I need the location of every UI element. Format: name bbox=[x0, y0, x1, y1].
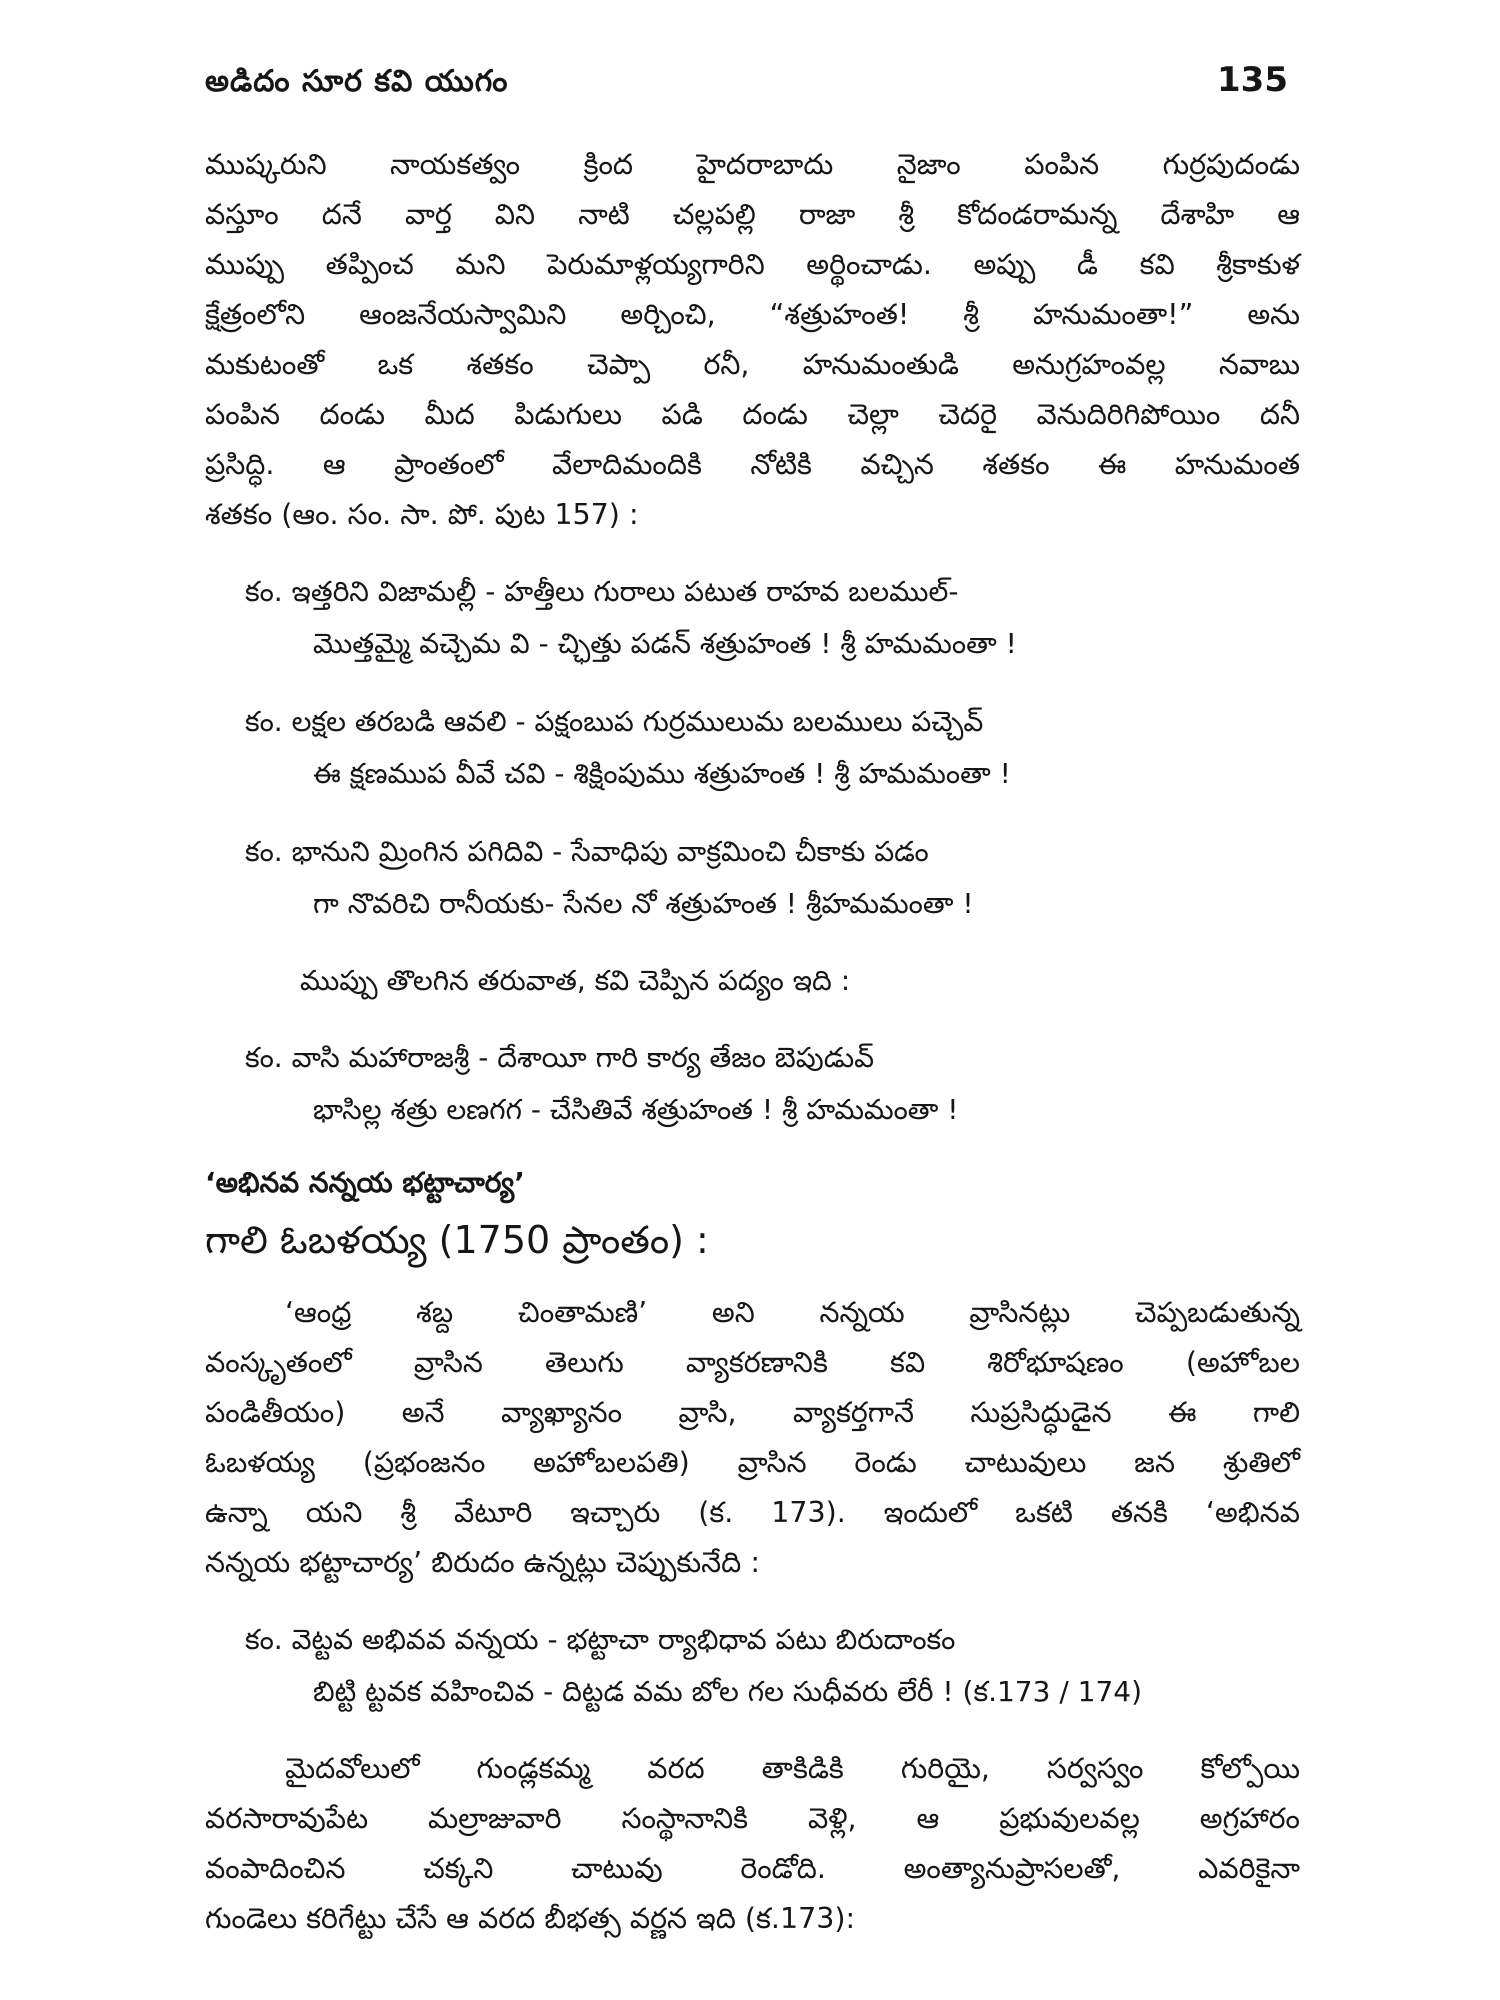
paragraph-line: వస్తూం దనే వార్త విని నాటి చల్లపల్లి రాజా శ్రీ కోదండరామన్న దేశాహి ఆ bbox=[205, 198, 1300, 231]
paragraph-line: ముష్కరుని నాయకత్వం క్రింద హైదరాబాదు నైజాం పంపిన గుర్రపుదండు bbox=[205, 148, 1300, 181]
paragraph-line: వంపాదించిన చక్కని చాటువు రెండోది. అంత్యానుప్రాసలతో, ఎవరికైనా bbox=[205, 1852, 1300, 1885]
verse-line: భాసిల్ల శత్రు లణగగ - చేసితివే శత్రుహంత ! శ్రీ హమమంతా ! bbox=[313, 1093, 959, 1126]
paragraph-line: పంపిన దండు మీద పిడుగులు పడి దండు చెల్లా చెదరై వెనుదిరిగిపోయిం దనీ bbox=[205, 398, 1300, 431]
paragraph-line: వంస్కృతంలో వ్రాసిన తెలుగు వ్యాకరణానికి కవి శిరోభూషణం (అహోబల bbox=[205, 1346, 1300, 1379]
verse-5 bbox=[245, 1614, 1300, 1718]
verse-intro-note: ముప్పు తొలగిన తరువాత, కవి చెప్పిన పద్యం ఇది : bbox=[300, 964, 851, 997]
paragraph-line: ఓబళయ్య (ప్రభంజనం అహోబలపతి) వ్రాసిన రెండు చాటువులు జన శ్రుతిలో bbox=[205, 1446, 1300, 1479]
page-number: 135 bbox=[1217, 60, 1288, 100]
verse-2 bbox=[245, 696, 1300, 800]
paragraph-line: క్షేత్రంలోని ఆంజనేయస్వామిని అర్చించి, “శత్రుహంత! శ్రీ హనుమంతా!” అను bbox=[205, 298, 1300, 331]
paragraph-3 bbox=[205, 1744, 1300, 1944]
paragraph-line: వరసారావుపేట మల్రాజువారి సంస్థానానికి వెళ్లి, ఆ ప్రభువులవల్ల అగ్రహారం bbox=[205, 1802, 1300, 1835]
paragraph-line: ఉన్నా యని శ్రీ వేటూరి ఇచ్చారు (క. 173). ఇందులో ఒకటి తనకి ‘అభినవ bbox=[205, 1496, 1300, 1529]
paragraph-line: పండితీయం) అనే వ్యాఖ్యానం వ్రాసి, వ్యాకర్తగానే సుప్రసిద్ధుడైన ఈ గాలి bbox=[205, 1396, 1300, 1429]
section-heading: గాలి ఓబళయ్య (1750 ప్రాంతం) : bbox=[205, 1218, 709, 1262]
verse-line: ఈ క్షణముప వీవే చవి - శిక్షింపుము శత్రుహంత ! శ్రీ హమమంతా ! bbox=[313, 757, 1011, 790]
paragraph-line: ముప్పు తప్పించ మని పెరుమాళ్లయ్యగారిని అర్థించాడు. అప్పు డీ కవి శ్రీకాకుళ bbox=[205, 248, 1300, 281]
verse-1 bbox=[245, 566, 1300, 670]
paragraph-1 bbox=[205, 140, 1300, 540]
paragraph-line: మైదవోలులో గుండ్లకమ్మ వరద తాకిడికి గురియై, సర్వస్వం కోల్పోయి bbox=[285, 1752, 1300, 1785]
verse-line: బిట్టి ట్టవక వహించివ - దిట్టడ వమ బోల గల సుధీవరు లేరీ ! (క.173 / 174) bbox=[313, 1675, 1143, 1708]
section-label: ‘అభినవ నన్నయ భట్టాచార్య’ bbox=[205, 1166, 525, 1199]
verse-line: కం. ఇత్తరిని విజామల్లీ - హత్తీలు గురాలు పటుత రాహవ బలముల్- bbox=[245, 575, 959, 608]
paragraph-line: ప్రసిద్ధి. ఆ ప్రాంతంలో వేలాదిమందికి నోటికి వచ్చిన శతకం ఈ హనుమంత bbox=[205, 448, 1300, 481]
running-head: అడిదం సూర కవి యుగం bbox=[205, 64, 509, 99]
paragraph-line: నన్నయ భట్టాచార్య’ బిరుదం ఉన్నట్లు చెప్పుకునేది : bbox=[205, 1546, 760, 1579]
verse-line: కం. వాసి మహారాజశ్రీ - దేశాయీ గారి కార్య తేజం బెపుడువ్ bbox=[245, 1041, 875, 1074]
verse-line: కం. వెట్టవ అభివవ వన్నయ - భట్టాచా ర్యాభిధావ పటు బిరుదాంకం bbox=[245, 1623, 956, 1656]
verse-line: మొత్తమ్మై వచ్చెమ వి - చ్ఛిత్తు పడన్ శత్రుహంత ! శ్రీ హమమంతా ! bbox=[313, 627, 1017, 660]
paragraph-2 bbox=[205, 1288, 1300, 1588]
paragraph-line: గుండెలు కరిగేట్టు చేసే ఆ వరద బీభత్స వర్ణన ఇది (క.173): bbox=[205, 1902, 856, 1935]
verse-line: కం. లక్షల తరబడి ఆవలి - పక్షంబుప గుర్రములుమ బలములు పచ్చెవ్ bbox=[245, 705, 984, 738]
verse-4 bbox=[245, 1032, 1300, 1136]
verse-line: కం. భానుని మ్రింగిన పగిదివి - సేవాధిపు వాక్రమించి చీకాకు పడం bbox=[245, 835, 929, 868]
verse-line: గా నొవరిచి రానీయకు- సేనల నో శత్రుహంత ! శ్రీహమమంతా ! bbox=[313, 887, 974, 920]
paragraph-line: ‘ఆంధ్ర శబ్ద చింతామణి’ అని నన్నయ వ్రాసినట్లు చెప్పబడుతున్న bbox=[285, 1296, 1300, 1329]
paragraph-line: మకుటంతో ఒక శతకం చెప్పా రనీ, హనుమంతుడి అనుగ్రహంవల్ల నవాబు bbox=[205, 348, 1300, 381]
page-header bbox=[205, 60, 1300, 106]
verse-3 bbox=[245, 826, 1300, 930]
paragraph-line: శతకం (ఆం. సం. సా. పో. పుట 157) : bbox=[205, 498, 639, 531]
